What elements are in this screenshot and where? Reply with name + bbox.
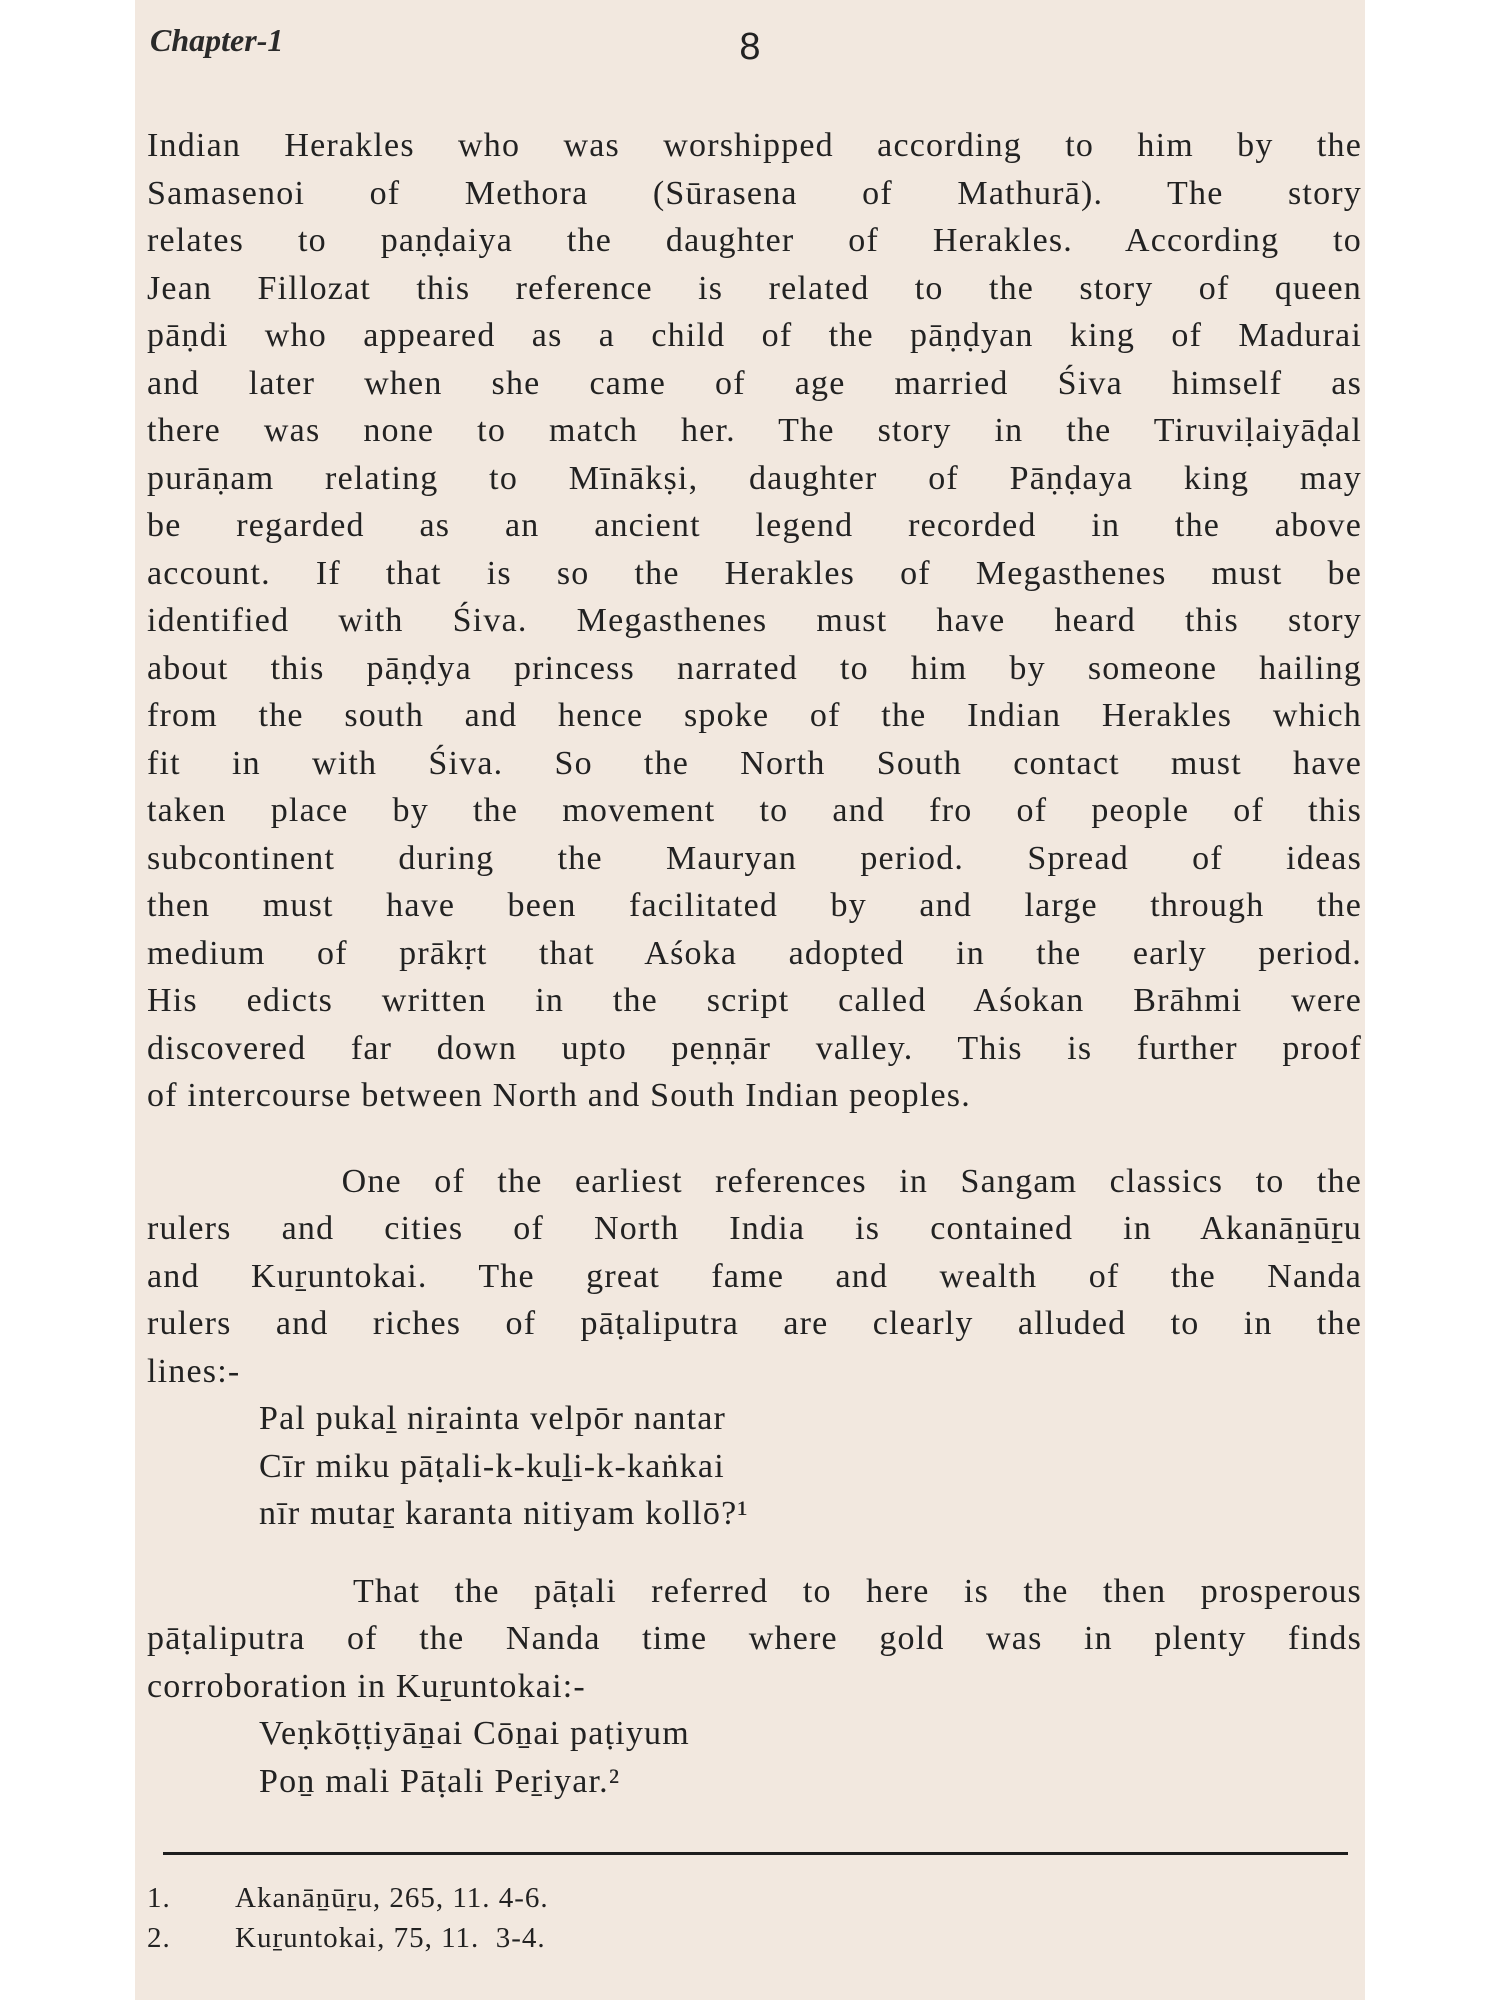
text-line: about this pāṇḍya princess narrated to him by someone hailing	[147, 649, 1362, 687]
text-line: purāṇam relating to Mīnākṣi, daughter of Pāṇḍaya king may	[147, 459, 1362, 497]
footnote-divider	[163, 1852, 1348, 1855]
footnote-text: Akanāṉūṟu, 265, 11. 4-6.	[235, 1882, 549, 1914]
verse-2	[147, 1710, 1362, 1805]
verse-1	[147, 1395, 1362, 1538]
verse-line: nīr mutaṟ karanta nitiyam kollō?¹	[259, 1495, 749, 1532]
text-line: lines:-	[147, 1352, 241, 1390]
text-line: rulers and cities of North India is contained in Akanāṉūṟu	[147, 1210, 1362, 1247]
footnote-number: 2.	[147, 1922, 171, 1954]
paragraph-1	[147, 122, 1362, 1120]
footnote-number: 1.	[147, 1882, 171, 1914]
text-line: discovered far down upto peṇṇār valley. This is further proof	[147, 1029, 1362, 1067]
text-line: then must have been facilitated by and large through the	[147, 887, 1362, 924]
text-line: taken place by the movement to and fro of people of this	[147, 792, 1362, 829]
text-line: account. If that is so the Herakles of Megasthenes must be	[147, 554, 1362, 592]
text-line: be regarded as an ancient legend recorded in the above	[147, 507, 1362, 544]
verse-line: Poṉ mali Pāṭali Peṟiyar.²	[259, 1762, 621, 1800]
text-line: of intercourse between North and South Indian peoples.	[147, 1077, 971, 1114]
text-line: corroboration in Kuṟuntokai:-	[147, 1667, 586, 1705]
verse-line: Cīr miku pāṭali-k-kuḻi-k-kaṅkai	[259, 1447, 725, 1485]
text-line: One of the earliest references in Sangam classics to the	[147, 1162, 1362, 1200]
paragraph-3	[147, 1568, 1362, 1711]
footnote-text: Kuṟuntokai, 75, 11. 3-4.	[235, 1922, 546, 1954]
text-line: His edicts written in the script called Aśokan Brāhmi were	[147, 982, 1362, 1019]
footnotes	[147, 1878, 549, 1958]
text-line: there was none to match her. The story in the Tiruviḷaiyāḍal	[147, 412, 1362, 449]
footnote	[147, 1918, 549, 1958]
text-line: medium of prākṛt that Aśoka adopted in the early period.	[147, 934, 1362, 972]
page-number: 8	[739, 26, 761, 68]
book-page	[135, 0, 1365, 2000]
text-line: and Kuṟuntokai. The great fame and wealth of the Nanda	[147, 1257, 1362, 1295]
text-line: Indian Herakles who was worshipped according to him by the	[147, 127, 1362, 164]
text-line: from the south and hence spoke of the Indian Herakles which	[147, 697, 1362, 734]
text-line: Samasenoi of Methora (Sūrasena of Mathurā). The story	[147, 174, 1362, 212]
text-line: relates to paṇḍaiya the daughter of Herakles. According to	[147, 222, 1362, 259]
paragraph-2	[147, 1158, 1362, 1396]
text-line: rulers and riches of pāṭaliputra are clearly alluded to in the	[147, 1305, 1362, 1342]
footnote	[147, 1878, 549, 1918]
running-head: Chapter-1	[150, 22, 284, 58]
text-line: pāṭaliputra of the Nanda time where gold was in plenty finds	[147, 1620, 1362, 1657]
text-line: identified with Śiva. Megasthenes must have heard this story	[147, 602, 1362, 639]
text-line: fit in with Śiva. So the North South contact must have	[147, 744, 1362, 782]
text-line: pāṇdi who appeared as a child of the pāṇḍyan king of Madurai	[147, 317, 1362, 354]
verse-line: Veṇkōṭṭiyāṉai Cōṉai paṭiyum	[259, 1715, 690, 1752]
text-line: subcontinent during the Mauryan period. Spread of ideas	[147, 839, 1362, 877]
text-line: Jean Fillozat this reference is related to the story of queen	[147, 269, 1362, 307]
text-line: and later when she came of age married Śiva himself as	[147, 364, 1362, 402]
body-text	[147, 122, 1362, 1805]
text-line: That the pāṭali referred to here is the then prosperous	[147, 1572, 1362, 1610]
verse-line: Pal pukaḻ niṟainta velpōr nantar	[259, 1400, 727, 1437]
